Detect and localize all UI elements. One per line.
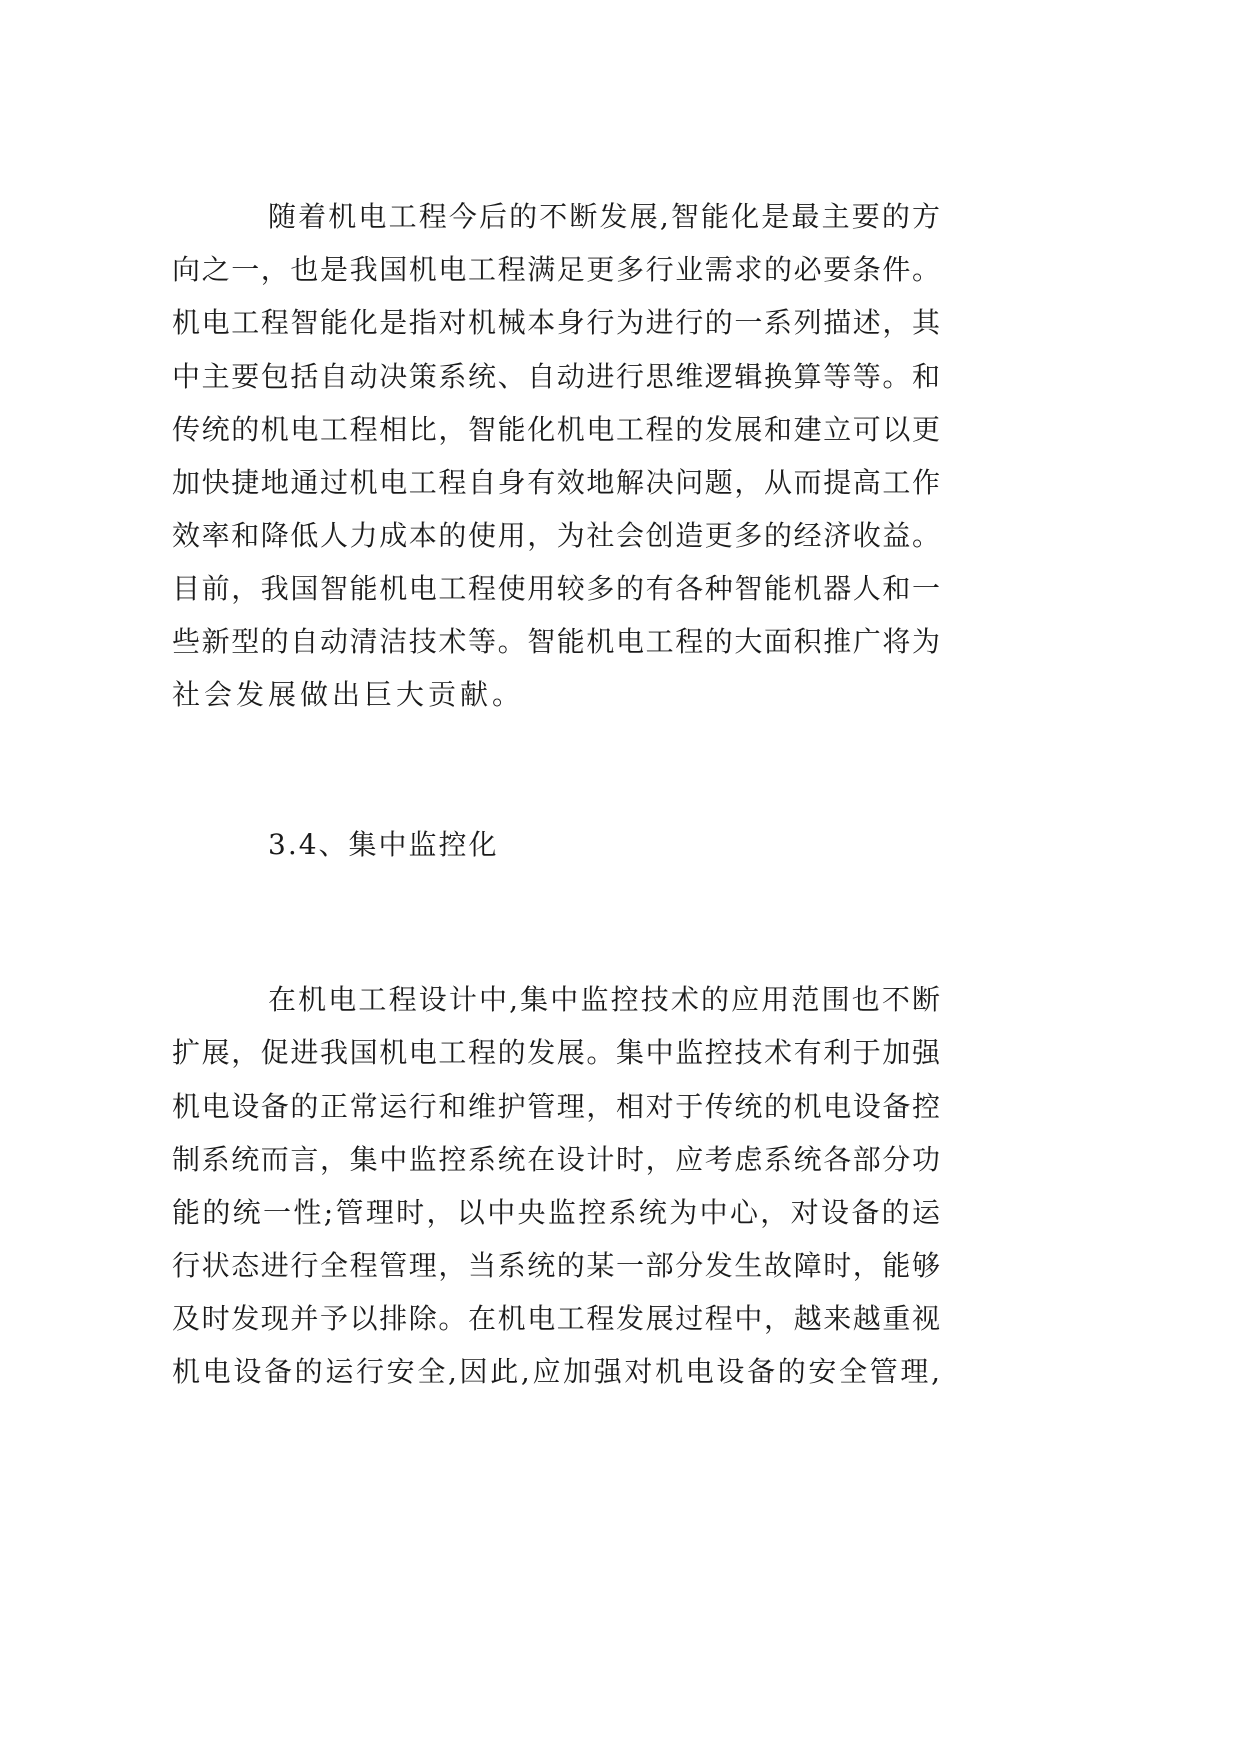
text-line: 及时发现并予以排除。在机电工程发展过程中，越来越重视 xyxy=(172,1302,940,1335)
text-line: 扩展，促进我国机电工程的发展。集中监控技术有利于加强 xyxy=(172,1036,940,1069)
text-line: 社会发展做出巨大贡献。 xyxy=(172,678,525,711)
text-line: 机电工程智能化是指对机械本身行为进行的一系列描述，其 xyxy=(172,306,940,339)
text-line: 机电设备的运行安全,因此,应加强对机电设备的安全管理, xyxy=(172,1355,940,1388)
text-line: 能的统一性;管理时，以中央监控系统为中心，对设备的运 xyxy=(172,1196,940,1229)
text-line: 制系统而言，集中监控系统在设计时，应考虑系统各部分功 xyxy=(172,1143,940,1176)
text-line: 行状态进行全程管理，当系统的某一部分发生故障时，能够 xyxy=(172,1249,940,1282)
text-line: 加快捷地通过机电工程自身有效地解决问题，从而提高工作 xyxy=(172,466,940,499)
text-line: 传统的机电工程相比，智能化机电工程的发展和建立可以更 xyxy=(172,413,940,446)
text-line: 机电设备的正常运行和维护管理，相对于传统的机电设备控 xyxy=(172,1090,940,1123)
text-line: 些新型的自动清洁技术等。智能机电工程的大面积推广将为 xyxy=(172,625,940,658)
text-line: 中主要包括自动决策系统、自动进行思维逻辑换算等等。和 xyxy=(172,360,940,393)
text-line: 目前，我国智能机电工程使用较多的有各种智能机器人和一 xyxy=(172,572,940,605)
text-line: 在机电工程设计中,集中监控技术的应用范围也不断 xyxy=(268,983,940,1016)
text-line: 随着机电工程今后的不断发展,智能化是最主要的方 xyxy=(268,200,940,233)
text-line: 效率和降低人力成本的使用，为社会创造更多的经济收益。 xyxy=(172,519,940,552)
section-heading: 3.4、集中监控化 xyxy=(268,828,499,861)
text-line: 向之一，也是我国机电工程满足更多行业需求的必要条件。 xyxy=(172,253,940,286)
